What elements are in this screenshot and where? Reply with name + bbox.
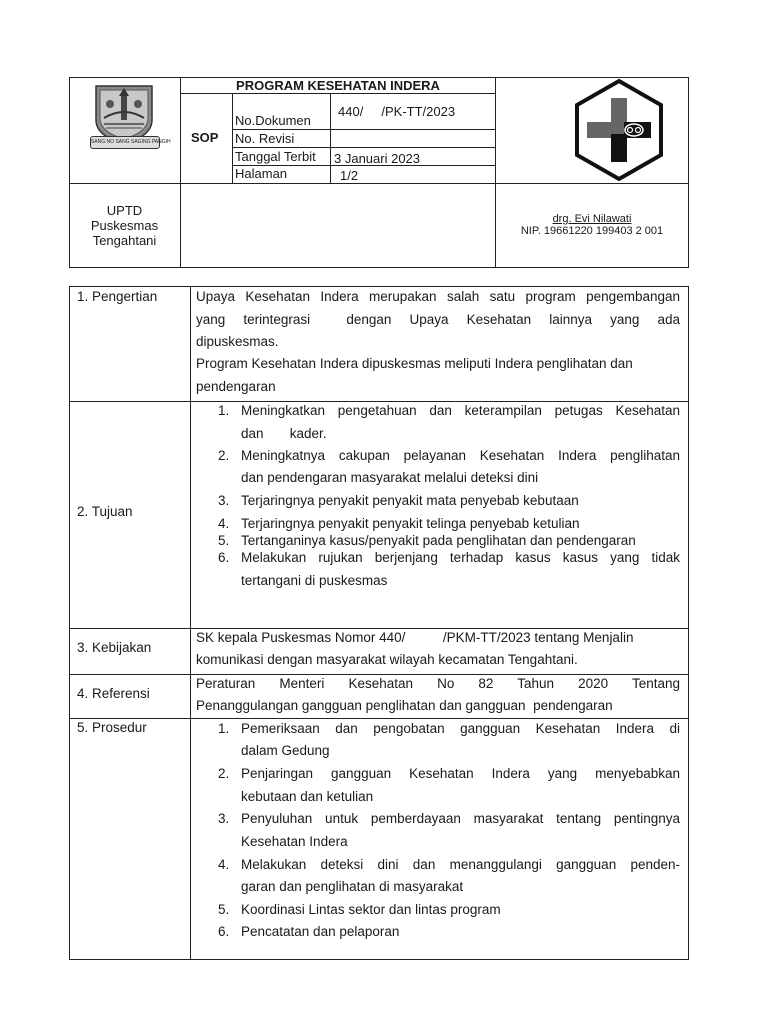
tujuan-item-3-num: 3.: [218, 493, 230, 508]
prosedur-item-2-line-1: Penjaringan gangguan Kesehatan Indera yang menyebabkan: [241, 766, 680, 781]
puskesmas-logo-icon: [572, 78, 666, 182]
meta-value-halaman: 1/2: [340, 168, 359, 183]
tujuan-item-6-line-2: tertangani di puskesmas: [241, 573, 388, 588]
pengertian-line-5: pendengaran: [196, 379, 276, 394]
prosedur-item-1-num: 1.: [218, 721, 230, 736]
crest-motto-ribbon: [90, 136, 171, 149]
prosedur-item-5-num: 5.: [218, 902, 230, 917]
document-title: PROGRAM KESEHATAN INDERA: [236, 78, 440, 93]
meta-label-no-dokumen: No.Dokumen: [235, 113, 311, 128]
tujuan-item-5-num: 5.: [218, 533, 230, 548]
prosedur-item-4-num: 4.: [218, 857, 230, 872]
prosedur-item-6-num: 6.: [218, 924, 230, 939]
kebijakan-line-1: SK kepala Puskesmas Nomor 440/ /PKM-TT/2023 tentang Menjalin: [196, 630, 634, 645]
tujuan-item-6-num: 6.: [218, 550, 230, 565]
org-name-line-3: Tengahtani: [92, 233, 157, 248]
tujuan-item-1-num: 1.: [218, 403, 230, 418]
prosedur-item-4-line-2: garan dan penglihatan di masyarakat: [241, 879, 464, 894]
prosedur-item-1-line-1: Pemeriksaan dan pengobatan gangguan Kesehatan Indera di: [241, 721, 680, 736]
pengertian-line-1: Upaya Kesehatan Indera merupakan salah satu program pengembangan: [196, 289, 680, 304]
org-name-line-2: Puskesmas: [90, 218, 159, 233]
meta-value-tanggal-terbit: 3 Januari 2023: [334, 151, 421, 166]
kebijakan-line-2: komunikasi dengan masyarakat wilayah kecamatan Tengahtani.: [196, 652, 578, 667]
pengertian-line-2: yang terintegrasi dengan Upaya Kesehatan lainnya yang ada: [196, 312, 680, 327]
meta-value-no-dokumen: 440/ /PK-TT/2023: [338, 104, 456, 119]
tujuan-item-6-line-1: Melakukan rujukan berjenjang terhadap kasus kasus yang tidak: [241, 550, 680, 565]
section-label-referensi: 4. Referensi: [77, 686, 150, 701]
tujuan-item-1-line-2: dan kader.: [241, 426, 327, 441]
prosedur-item-3-line-2: Kesehatan Indera: [241, 834, 348, 849]
meta-label-tanggal-terbit: Tanggal Terbit: [235, 149, 316, 164]
tujuan-item-5-line-1: Tertanganinya kasus/penyakit pada penglihatan dan pendengaran: [241, 533, 636, 548]
prosedur-item-3-num: 3.: [218, 811, 230, 826]
prosedur-item-5-line-1: Koordinasi Lintas sektor dan lintas program: [241, 902, 501, 917]
section-label-kebijakan: 3. Kebijakan: [77, 640, 152, 655]
tujuan-item-4-line-1: Terjaringnya penyakit penyakit telinga penyebab ketulian: [241, 516, 580, 531]
pengertian-line-4: Program Kesehatan Indera dipuskesmas meliputi Indera penglihatan dan: [196, 356, 633, 371]
prosedur-item-2-num: 2.: [218, 766, 230, 781]
crest-motto-text: SANG NO SANG SAGING PANGIH: [91, 139, 171, 145]
tujuan-item-4-num: 4.: [218, 516, 230, 531]
prosedur-item-3-line-1: Penyuluhan untuk pemberdayaan masyarakat tentang pentingnya: [241, 811, 680, 826]
sop-label: SOP: [191, 130, 219, 145]
section-label-pengertian: 1. Pengertian: [77, 289, 158, 304]
tujuan-item-2-line-2: dan pendengaran masyarakat melalui deteksi dini: [241, 470, 539, 485]
tujuan-item-3-line-1: Terjaringnya penyakit penyakit mata penyebab kebutaan: [241, 493, 579, 508]
tujuan-item-1-line-1: Meningkatkan pengetahuan dan keterampilan petugas Kesehatan: [241, 403, 680, 418]
tujuan-item-2-line-1: Meningkatnya cakupan pelayanan Kesehatan Indera penglihatan: [241, 448, 680, 463]
section-label-tujuan: 2. Tujuan: [77, 504, 133, 519]
signer-name: drg. Evi Nilawati: [552, 213, 632, 225]
referensi-line-2: Penanggulangan gangguan penglihatan dan gangguan pendengaran: [196, 698, 613, 713]
prosedur-item-6-line-1: Pencatatan dan pelaporan: [241, 924, 400, 939]
prosedur-item-4-line-1: Melakukan deteksi dini dan menanggulangi gangguan penden-: [241, 857, 680, 872]
signer-nip: NIP. 19661220 199403 2 001: [520, 225, 664, 237]
org-name-line-1: UPTD: [106, 203, 143, 218]
meta-label-no-revisi: No. Revisi: [235, 131, 295, 146]
prosedur-item-2-line-2: kebutaan dan ketulian: [241, 789, 374, 804]
section-label-prosedur: 5. Prosedur: [77, 720, 147, 735]
prosedur-item-1-line-2: dalam Gedung: [241, 743, 330, 758]
referensi-line-1: Peraturan Menteri Kesehatan No 82 Tahun 2020 Tentang: [196, 676, 680, 691]
tujuan-item-2-num: 2.: [218, 448, 230, 463]
pengertian-line-3: dipuskesmas.: [196, 334, 279, 349]
meta-label-halaman: Halaman: [235, 166, 288, 181]
